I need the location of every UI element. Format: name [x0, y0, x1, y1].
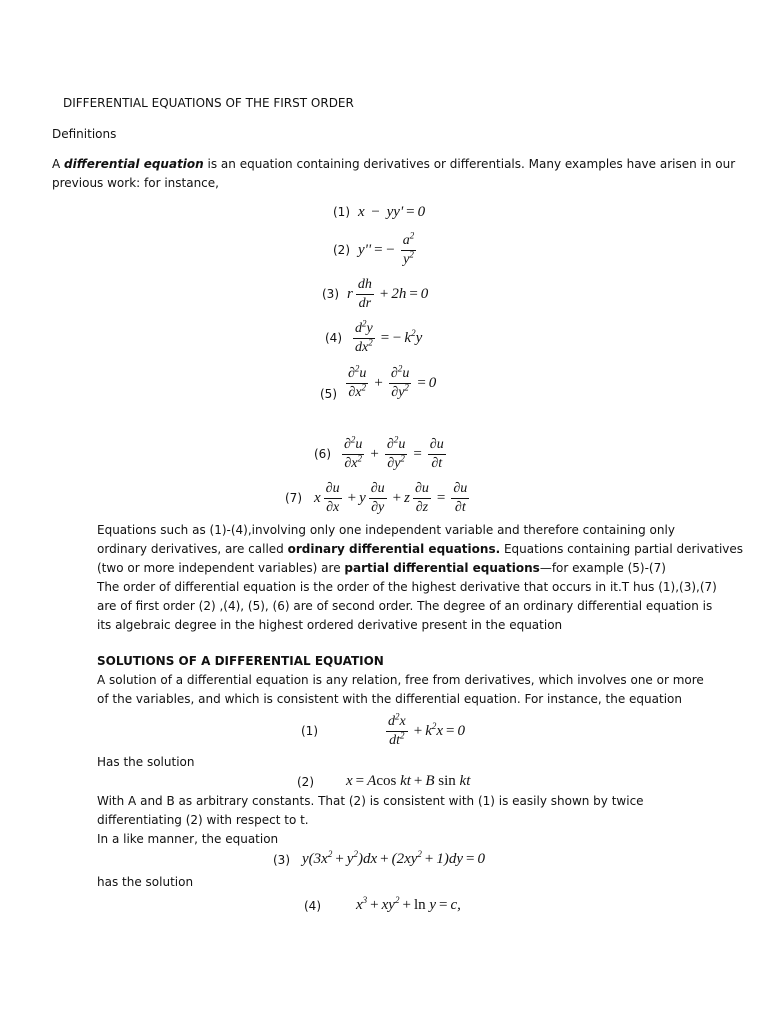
equation-5: $\frac{\partial^2u}{\partial x^2}$ + $\frac{\partial^2u}{\partial y^2}$ = 0: [348, 362, 437, 400]
para1-line-2: ordinary derivatives, are called ordinary differential equations. Equations containing partial derivatives: [97, 542, 744, 556]
solutions-line-3: With A and B as arbitrary constants. That (2) is consistent with (1) is easily shown by twice: [97, 794, 644, 808]
equation-2: (2) y'' = − $\frac{a^2}{y^2}$: [333, 229, 415, 267]
solution-equation-1: $\frac{d^2x}{dt^2}$ + $k^2x = 0$: [388, 710, 465, 748]
solutions-line-1: A solution of a differential equation is any relation, free from derivatives, which involves one or more: [97, 673, 704, 687]
para1-line-3: (two or more independent variables) are partial differential equations—for example (5)-(7): [97, 561, 666, 575]
solution-equation-2: x = Acos kt + B sin kt: [346, 772, 471, 789]
solutions-heading: SOLUTIONS OF A DIFFERENTIAL EQUATION: [97, 654, 384, 668]
solution-eq4-number: (4): [304, 899, 321, 913]
solution-eq2-number: (2): [297, 775, 314, 789]
equation-6: (6) $\frac{\partial^2u}{\partial x^2}$ + $\frac{\partial^2u}{\partial y^2}$ = $\frac{\partial u}{\partial t}$: [314, 433, 444, 471]
definitions-heading: Definitions: [52, 127, 117, 141]
solution-equation-4: $x^3 + xy^2 + \ln y = c$,: [356, 894, 461, 913]
equation-5-number: (5): [320, 387, 337, 401]
intro-line-1: A differential equation is an equation containing derivatives or differentials. Many examples have arisen in our: [52, 157, 736, 171]
para1-line-6: its algebraic degree in the highest ordered derivative present in the equation: [97, 618, 563, 632]
has-solution-label: Has the solution: [97, 755, 195, 769]
para1-line-5: are of first order (2) ,(4), (5), (6) are of second order. The degree of an ordinary differential equation is: [97, 599, 713, 613]
equation-3: (3) r $\frac{dh}{dr}$ + 2h = 0: [322, 276, 429, 311]
equation-4: (4) $\frac{d^2y}{dx^2}$ = − $k^2y$: [325, 317, 423, 355]
solutions-line-5: In a like manner, the equation: [97, 832, 279, 846]
para1-line-1: Equations such as (1)-(4),involving only one independent variable and therefore containing only: [97, 523, 675, 537]
intro-line-2: previous work: for instance,: [52, 176, 219, 190]
has-solution-label-2: has the solution: [97, 875, 194, 889]
equation-1: (1) x − yy' = 0: [333, 203, 426, 220]
para1-line-4: The order of differential equation is the order of the highest derivative that occurs in it.T hus (1),(3),(7): [97, 580, 717, 594]
solutions-line-4: differentiating (2) with respect to t.: [97, 813, 309, 827]
solutions-line-2: of the variables, and which is consistent with the differential equation. For instance, the equation: [97, 692, 682, 706]
solution-eq1-number: (1): [301, 724, 318, 738]
solution-equation-3: $y(3x^2 + y^2)dx + (2xy^2 + 1)dy = 0$: [302, 848, 485, 867]
solution-eq3-number: (3): [273, 853, 290, 867]
page-title: DIFFERENTIAL EQUATIONS OF THE FIRST ORDER: [63, 96, 354, 110]
equation-7: (7) x $\frac{\partial u}{\partial x}$ + y $\frac{\partial u}{\partial y}$ + z $\frac{\partial u}{\partial z}$ = $\frac{\partial u}{\partial t}$: [285, 480, 468, 515]
